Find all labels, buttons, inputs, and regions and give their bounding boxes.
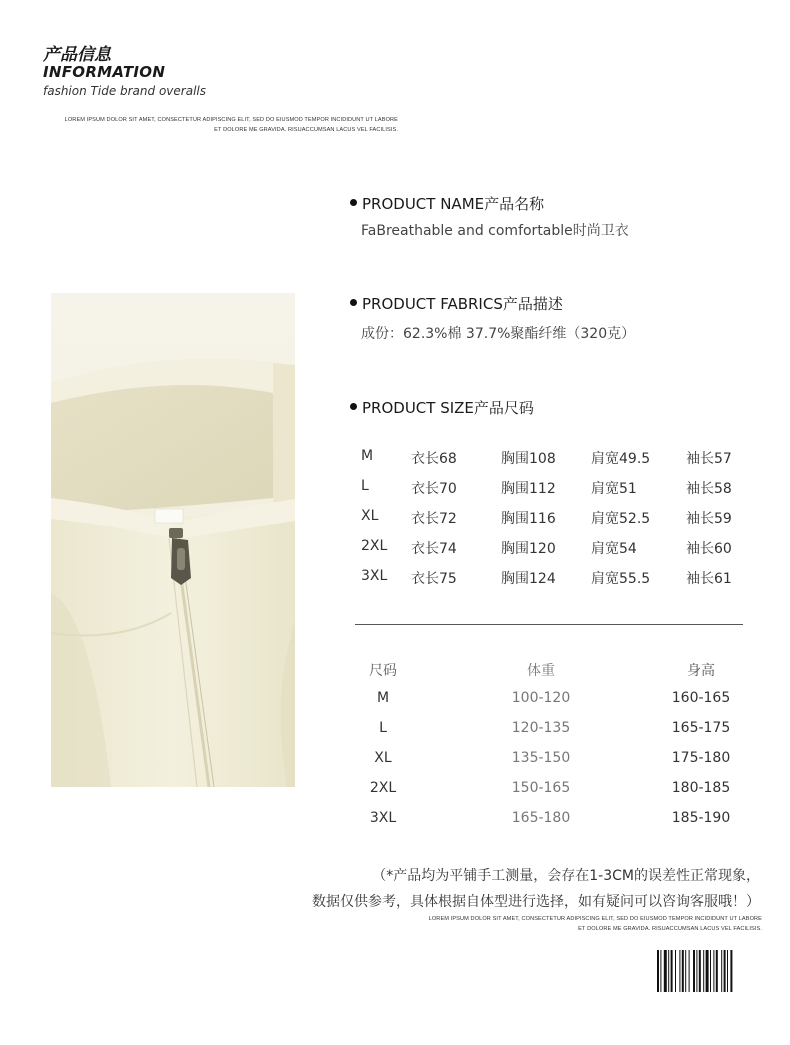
barcode-bar xyxy=(660,950,661,992)
size-shoulder: 肩宽54 xyxy=(591,541,637,557)
size-row xyxy=(361,538,761,558)
table-row xyxy=(355,720,755,740)
barcode-bar xyxy=(679,950,680,992)
size-label: 2XL xyxy=(361,538,388,554)
cell-weight: 100-120 xyxy=(511,690,571,706)
barcode-bar xyxy=(716,950,718,992)
cell-weight: 135-150 xyxy=(511,750,571,766)
cell-height: 180-185 xyxy=(671,780,731,796)
barcode-bar xyxy=(699,950,701,992)
barcode-bar xyxy=(664,950,667,992)
size-sleeve: 袖长57 xyxy=(686,451,732,467)
size-length: 衣长75 xyxy=(411,571,457,587)
product-photo xyxy=(51,293,295,787)
size-sleeve: 袖长60 xyxy=(686,541,732,557)
barcode-bar xyxy=(730,950,732,992)
header-height: 身高 xyxy=(687,663,715,679)
size-chest: 胸围108 xyxy=(501,451,556,467)
size-chest: 胸围124 xyxy=(501,571,556,587)
divider xyxy=(355,624,743,625)
lorem-top xyxy=(43,115,398,135)
cell-weight: 165-180 xyxy=(511,810,571,826)
size-chest: 胸围112 xyxy=(501,481,556,497)
size-chest: 胸围120 xyxy=(501,541,556,557)
title-en: INFORMATION xyxy=(43,63,166,81)
cell-height: 160-165 xyxy=(671,690,731,706)
table-row xyxy=(355,810,755,830)
size-length: 衣长74 xyxy=(411,541,457,557)
barcode-bar xyxy=(703,950,704,992)
product-fabrics-value: 成份：62.3%棉 37.7%聚酯纤维（320克） xyxy=(361,326,636,342)
size-sleeve: 袖长59 xyxy=(686,511,732,527)
barcode-bar xyxy=(657,950,659,992)
size-row xyxy=(361,568,761,588)
cell-height: 185-190 xyxy=(671,810,731,826)
lorem-bottom xyxy=(396,914,762,934)
bullet-dot-icon xyxy=(350,199,357,206)
lorem-bottom-line2: ET DOLORE ME GRAVIDA. RISUACCUMSAN LACUS VEL FACILISIS. xyxy=(578,926,762,932)
size-shoulder: 肩宽52.5 xyxy=(591,511,651,527)
size-label: L xyxy=(361,478,369,494)
size-chest: 胸围116 xyxy=(501,511,556,527)
barcode-bar xyxy=(693,950,695,992)
table-row xyxy=(355,750,755,770)
barcode-bar xyxy=(706,950,709,992)
size-sleeve: 袖长61 xyxy=(686,571,732,587)
barcode-bar xyxy=(721,950,722,992)
barcode-bar xyxy=(682,950,684,992)
product-size-heading xyxy=(350,397,534,418)
subtitle: fashion Tide brand overalls xyxy=(43,84,206,98)
size-label: M xyxy=(361,448,374,464)
size-sleeve: 袖长58 xyxy=(686,481,732,497)
size-label: XL xyxy=(361,508,379,524)
title-cn: 产品信息 xyxy=(43,45,111,65)
size-row xyxy=(361,508,761,528)
garment-illustration xyxy=(51,293,295,787)
size-length: 衣长68 xyxy=(411,451,457,467)
product-fabrics-heading xyxy=(350,293,563,314)
cell-size: M xyxy=(376,690,390,706)
cell-size: 2XL xyxy=(369,780,397,796)
weight-table-header xyxy=(355,660,755,680)
barcode-bar xyxy=(675,950,676,992)
note-line2: 数据仅供参考，具体根据自体型进行选择，如有疑问可以咨询客服哦！） xyxy=(312,894,760,910)
lorem-top-line1: LOREM IPSUM DOLOR SIT AMET, CONSECTETUR ADIPISCING ELIT, SED DO EIUSMOD TEMPOR INCIDIDUNT UT LABORE xyxy=(64,117,398,123)
barcode-bar xyxy=(724,950,726,992)
barcode-bar xyxy=(713,950,714,992)
product-size-heading-text: PRODUCT SIZE产品尺码 xyxy=(362,399,534,417)
cell-height: 175-180 xyxy=(671,750,731,766)
cell-weight: 150-165 xyxy=(511,780,571,796)
barcode-bar xyxy=(668,950,669,992)
size-label: 3XL xyxy=(361,568,388,584)
product-fabrics-heading-text: PRODUCT FABRICS产品描述 xyxy=(362,295,563,313)
bullet-dot-icon xyxy=(350,403,357,410)
table-row xyxy=(355,690,755,710)
size-row xyxy=(361,448,761,468)
product-name-heading xyxy=(350,193,544,214)
size-shoulder: 肩宽51 xyxy=(591,481,637,497)
size-length: 衣长70 xyxy=(411,481,457,497)
size-length: 衣长72 xyxy=(411,511,457,527)
lorem-top-line2: ET DOLORE ME GRAVIDA. RISUACCUMSAN LACUS VEL FACILISIS. xyxy=(214,127,398,133)
size-shoulder: 肩宽49.5 xyxy=(591,451,651,467)
product-name-heading-text: PRODUCT NAME产品名称 xyxy=(362,195,545,213)
table-row xyxy=(355,780,755,800)
barcode-bar xyxy=(696,950,697,992)
cell-weight: 120-135 xyxy=(511,720,571,736)
note-line1: （*产品均为平铺手工测量，会存在1-3CM的误差性正常现象， xyxy=(372,868,760,884)
header-size: 尺码 xyxy=(369,663,397,679)
cell-size: 3XL xyxy=(369,810,397,826)
cell-height: 165-175 xyxy=(671,720,731,736)
measurement-note xyxy=(240,863,760,915)
lorem-bottom-line1: LOREM IPSUM DOLOR SIT AMET, CONSECTETUR ADIPISCING ELIT, SED DO EIUSMOD TEMPOR INCIDIDUNT UT LABORE xyxy=(428,916,762,922)
barcode-bar xyxy=(710,950,711,992)
cell-size: L xyxy=(379,720,387,736)
barcode-bar xyxy=(689,950,690,992)
size-shoulder: 肩宽55.5 xyxy=(591,571,651,587)
product-name-value: FaBreathable and comfortable时尚卫衣 xyxy=(361,223,629,239)
bullet-dot-icon xyxy=(350,299,357,306)
barcode-bar xyxy=(685,950,686,992)
barcode-bar xyxy=(671,950,673,992)
size-row xyxy=(361,478,761,498)
cell-size: XL xyxy=(374,750,392,766)
barcode-bar xyxy=(727,950,728,992)
header-weight: 体重 xyxy=(527,663,555,679)
barcode-icon xyxy=(657,950,761,992)
